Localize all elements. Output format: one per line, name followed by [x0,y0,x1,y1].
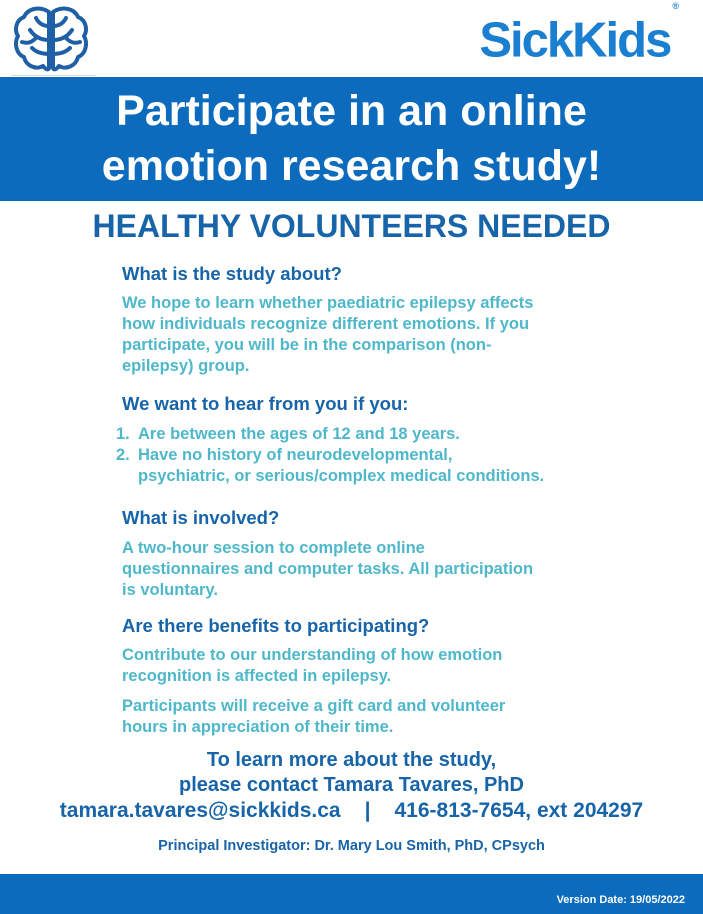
contact-details [0,799,703,823]
version-date: Version Date: 19/05/2022 [556,894,685,906]
contact-phone[interactable]: 416-813-7654, ext 204297 [394,799,644,822]
sickkids-logo: SickKids® [479,1,679,68]
section-body-benefits-2: Participants will receive a gift card and volunteer hours in appreciation of their time. [122,697,506,736]
brain-icon [12,4,90,76]
section-heading-involved: What is involved? [122,507,280,528]
section-heading-eligibility: We want to hear from you if you: [122,393,409,414]
contact-email[interactable]: tamara.tavares@sickkids.ca [59,799,341,822]
logo-divider [12,75,96,76]
eligibility-list [116,424,636,487]
section-heading-about: What is the study about? [122,263,342,284]
contact-separator: | [364,799,371,822]
list-item: 2. Have no history of neurodevelopmental, psychiatric, or serious/complex medical conditions. [116,446,545,485]
page-title: Participate in an online emotion research study! [101,87,602,190]
principal-investigator: Principal Investigator: Dr. Mary Lou Smith, PhD, CPsych [158,838,545,854]
list-item: 1. Are between the ages of 12 and 18 years. [116,425,460,443]
section-heading-benefits: Are there benefits to participating? [122,615,430,636]
subtitle: HEALTHY VOLUNTEERS NEEDED [92,208,611,244]
contact-intro: To learn more about the study, please contact Tamara Tavares, PhD [179,749,524,796]
section-body-benefits-1: Contribute to our understanding of how emotion recognition is affected in epilepsy. [122,646,503,685]
section-body-about: We hope to learn whether paediatric epilepsy affects how individuals recognize different emotions. If you participate, you will be in the comparison (non- epilepsy) group. [122,294,534,375]
section-body-involved: A two-hour session to complete online questionnaires and computer tasks. All participation is voluntary. [122,539,534,599]
